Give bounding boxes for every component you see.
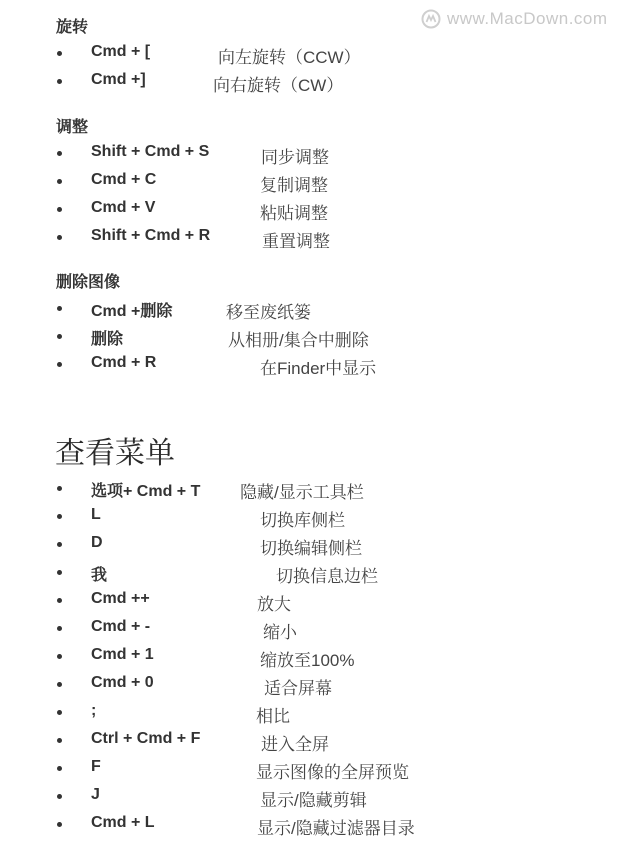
list-item: [0, 533, 640, 557]
section-title-delete: 删除图像: [56, 274, 121, 291]
list-item: [0, 729, 640, 753]
list-item: [0, 353, 640, 377]
shortcut-key: 删除: [91, 331, 124, 348]
shortcut-key: Cmd + R: [91, 354, 157, 371]
shortcut-desc: 显示图像的全屏预览: [256, 763, 409, 782]
macdown-logo-icon: [421, 9, 441, 29]
list-item: [0, 297, 640, 321]
bullet: [57, 598, 62, 603]
list-item: [0, 198, 640, 222]
list-item: [0, 757, 640, 781]
list-item: [0, 785, 640, 809]
bullet: [57, 362, 62, 367]
shortcut-key: F: [91, 758, 101, 775]
bullet: [57, 235, 62, 240]
section-title-adjust: 调整: [56, 119, 89, 136]
shortcut-desc: 进入全屏: [261, 735, 329, 754]
shortcut-desc: 缩小: [263, 623, 297, 642]
list-item: [0, 477, 640, 501]
shortcut-key: L: [91, 506, 101, 523]
shortcut-key: Cmd + [: [91, 43, 151, 60]
bullet: [57, 207, 62, 212]
bullet: [57, 179, 62, 184]
shortcut-key: 选项+ Cmd + T: [91, 483, 201, 500]
bullet: [57, 486, 62, 491]
list-item: [0, 325, 640, 349]
watermark: [421, 6, 608, 32]
shortcut-desc: 粘贴调整: [260, 204, 328, 223]
shortcut-key: Cmd + 1: [91, 646, 154, 663]
shortcut-desc: 相比: [256, 707, 290, 726]
bullet: [57, 79, 62, 84]
bullet: [57, 51, 62, 56]
shortcut-key: D: [91, 534, 103, 551]
bullet: [57, 151, 62, 156]
shortcut-desc: 在Finder中显示: [260, 359, 377, 378]
list-item: [0, 142, 640, 166]
list-item: [0, 701, 640, 725]
shortcut-desc: 重置调整: [262, 232, 330, 251]
shortcut-key: Cmd + -: [91, 618, 151, 635]
bullet: [57, 570, 62, 575]
bullet: [57, 794, 62, 799]
bullet: [57, 626, 62, 631]
shortcut-desc: 切换库侧栏: [260, 511, 345, 530]
shortcut-desc: 同步调整: [261, 148, 329, 167]
view-menu-heading: 查看菜单: [55, 437, 175, 470]
shortcut-key: Ctrl + Cmd + F: [91, 730, 201, 747]
shortcut-key: Cmd + 0: [91, 674, 154, 691]
shortcut-key: Cmd + L: [91, 814, 155, 831]
shortcut-key: Cmd ++: [91, 590, 150, 607]
list-item: [0, 70, 640, 94]
shortcut-key: Cmd + V: [91, 199, 156, 216]
bullet: [57, 710, 62, 715]
shortcut-desc: 切换信息边栏: [276, 567, 378, 586]
shortcut-desc: 缩放至100%: [260, 651, 355, 670]
shortcut-desc: 显示/隐藏过滤器目录: [257, 819, 415, 838]
shortcut-key: J: [91, 786, 100, 803]
bullet: [57, 654, 62, 659]
shortcut-desc: 复制调整: [260, 176, 328, 195]
bullet: [57, 822, 62, 827]
list-item: [0, 226, 640, 250]
list-item: [0, 42, 640, 66]
section-title-rotate: 旋转: [56, 19, 89, 36]
shortcut-desc: 切换编辑侧栏: [260, 539, 362, 558]
list-item: [0, 505, 640, 529]
list-item: [0, 673, 640, 697]
list-item: [0, 813, 640, 837]
shortcut-key: 我: [91, 567, 108, 584]
shortcut-key: Shift + Cmd + S: [91, 143, 210, 160]
shortcut-key: Shift + Cmd + R: [91, 227, 211, 244]
list-item: [0, 645, 640, 669]
bullet: [57, 766, 62, 771]
shortcut-desc: 从相册/集合中删除: [228, 331, 369, 350]
list-item: [0, 617, 640, 641]
shortcut-key: ;: [91, 702, 97, 719]
bullet: [57, 514, 62, 519]
shortcut-desc: 移至废纸篓: [226, 303, 311, 322]
bullet: [57, 682, 62, 687]
list-item: [0, 170, 640, 194]
bullet: [57, 334, 62, 339]
shortcut-desc: 显示/隐藏剪辑: [260, 791, 367, 810]
shortcut-desc: 向左旋转（CCW）: [218, 48, 361, 67]
shortcut-key: Cmd +删除: [91, 303, 173, 320]
shortcut-key: Cmd + C: [91, 171, 157, 188]
bullet: [57, 306, 62, 311]
shortcut-desc: 向右旋转（CW）: [213, 76, 344, 95]
watermark-text: www.MacDown.com: [447, 9, 608, 28]
shortcut-key: Cmd +]: [91, 71, 146, 88]
shortcut-desc: 适合屏幕: [264, 679, 332, 698]
bullet: [57, 542, 62, 547]
shortcut-desc: 放大: [257, 595, 291, 614]
list-item: [0, 589, 640, 613]
bullet: [57, 738, 62, 743]
list-item: [0, 561, 640, 585]
shortcut-desc: 隐藏/显示工具栏: [240, 483, 364, 502]
